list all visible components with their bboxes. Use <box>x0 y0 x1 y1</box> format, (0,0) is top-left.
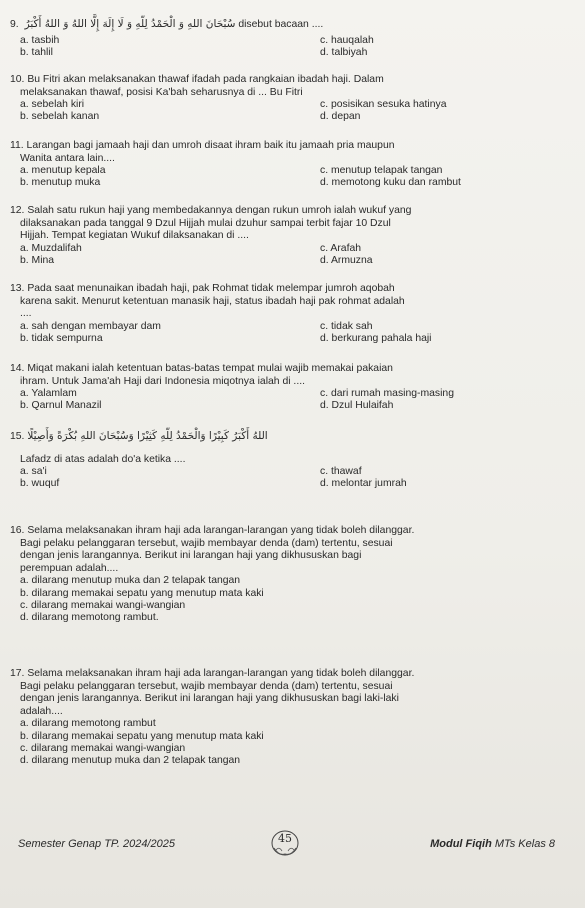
question-12-line-1: 12. Salah satu rukun haji yang membedakannya dengan rukun umroh ialah wukuf yang <box>10 205 412 216</box>
page-number-badge <box>269 828 301 858</box>
option-b: b. Qarnul Manazil <box>20 400 102 412</box>
option-b: b. menutup muka <box>20 177 101 189</box>
question-17 <box>10 668 572 767</box>
option-c: c. dilarang memakai wangi-wangian <box>20 742 186 754</box>
option-a: a. Muzdalifah <box>20 242 82 254</box>
option-d: d. Dzul Hulaifah <box>320 400 394 412</box>
question-17-line-1: 17. Selama melaksanakan ihram haji ada larangan-larangan yang tidak boleh dilanggar. <box>10 668 415 679</box>
question-9-suffix: disebut bacaan .... <box>238 19 324 30</box>
footer-module <box>430 838 555 850</box>
question-12-options <box>10 243 572 267</box>
option-c: c. thawaf <box>320 466 362 478</box>
question-16-line-1: 16. Selama melaksanakan ihram haji ada larangan-larangan yang tidak boleh dilanggar. <box>10 525 415 536</box>
question-17-line-2: Bagi pelaku pelanggaran tersebut, wajib membayar denda (dam) tertentu, sesuai <box>20 680 393 692</box>
question-16-line-3: dengan jenis larangannya. Berikut ini larangan haji yang dikhususkan bagi <box>20 550 362 562</box>
option-a: a. sah dengan membayar dam <box>20 320 161 332</box>
option-a: a. dilarang memotong rambut <box>20 718 156 730</box>
question-14-options <box>10 388 572 412</box>
option-a: a. tasbih <box>20 34 60 46</box>
footer-semester: Semester Genap TP. 2024/2025 <box>18 838 175 850</box>
option-b: b. Mina <box>20 254 55 266</box>
option-d: d. melontar jumrah <box>320 478 407 490</box>
option-c: c. dari rumah masing-masing <box>320 388 454 400</box>
question-16 <box>10 525 572 624</box>
question-11-options <box>10 165 572 189</box>
option-a: a. Yalamlam <box>20 388 77 400</box>
question-10-line-2: melaksanakan thawaf, posisi Ka'bah seharusnya di ... Bu Fitri <box>20 86 303 98</box>
option-c: c. posisikan sesuka hatinya <box>320 99 447 111</box>
question-12-line-3: Hijjah. Tempat kegiatan Wukuf dilaksanakan di .... <box>20 230 249 242</box>
question-16-line-4: perempuan adalah.... <box>20 562 119 574</box>
question-13-line-1: 13. Pada saat menunaikan ibadah haji, pak Rohmat tidak melempar jumroh aqobah <box>10 283 395 294</box>
question-9-options <box>10 35 572 59</box>
question-17-line-4: adalah.... <box>20 705 63 717</box>
footer-module-subject: Modul Fiqih <box>430 838 492 850</box>
question-13-line-2: karena sakit. Menurut ketentuan manasik haji, status ibadah haji pak rohmat adalah <box>20 295 405 307</box>
question-10 <box>10 74 572 124</box>
question-15-options <box>10 466 572 490</box>
option-d: d. depan <box>320 111 361 123</box>
question-9-arabic-text: سُبْحَانَ اللهِ وَ الْحَمْدُ لِلّهِ وَ لَا إِلَهَ إِلَّا اللهُ وَ اللهُ أَكْبَرُ <box>24 18 236 30</box>
option-b: b. tidak sempurna <box>20 332 103 344</box>
question-14-line-2: ihram. Untuk Jama'ah Haji dari Indonesia miqotnya ialah di .... <box>20 375 305 387</box>
option-c: c. Arafah <box>320 242 362 254</box>
question-14-line-1: 14. Miqat makani ialah ketentuan batas-batas tempat mulai wajib memakai pakaian <box>10 363 393 374</box>
question-10-options <box>10 99 572 123</box>
question-14 <box>10 363 572 413</box>
option-c: c. tidak sah <box>320 320 373 332</box>
question-15-number: 15. <box>10 431 25 442</box>
question-15-arabic-text: اللهُ أَكْبَرُ كَبِيْرًا وَالْحَمْدُ لِلّهِ كَثِيْرًا وَسُبْحَانَ اللهِ بُكْرَةً وَأَصِيْلًا <box>27 430 268 442</box>
option-c: c. menutup telapak tangan <box>320 165 443 177</box>
question-12 <box>10 205 572 267</box>
option-b: b. wuquf <box>20 478 60 490</box>
page-number: 45 <box>278 832 292 845</box>
option-a: a. sebelah kiri <box>20 99 85 111</box>
footer-module-class: MTs Kelas 8 <box>491 838 555 850</box>
question-11-line-2: Wanita antara lain.... <box>20 152 115 164</box>
question-12-line-2: dilaksanakan pada tanggal 9 Dzul Hijjah mulai dzuhur sampai terbit fajar 10 Dzul <box>20 217 391 229</box>
option-d: d. berkurang pahala haji <box>320 332 432 344</box>
page-footer <box>0 828 585 858</box>
option-d: d. talbiyah <box>320 46 368 58</box>
question-17-line-3: dengan jenis larangannya. Berikut ini larangan haji yang dikhususkan bagi laki-laki <box>20 693 399 705</box>
option-c: c. dilarang memakai wangi-wangian <box>20 599 186 611</box>
option-d: d. Armuzna <box>320 254 373 266</box>
option-b: b. sebelah kanan <box>20 111 100 123</box>
question-9-stem <box>10 18 572 32</box>
question-11 <box>10 140 572 190</box>
question-15-stem <box>10 430 572 444</box>
option-c: c. hauqalah <box>320 34 374 46</box>
question-10-line-1: 10. Bu Fitri akan melaksanakan thawaf ifadah pada rangkaian ibadah haji. Dalam <box>10 74 384 85</box>
question-11-line-1: 11. Larangan bagi jamaah haji dan umroh disaat ihram baik itu jamaah pria maupun <box>10 140 395 151</box>
option-a: a. sa'i <box>20 466 47 478</box>
question-15-line-2: Lafadz di atas adalah do'a ketika .... <box>20 453 186 465</box>
question-13 <box>10 283 572 345</box>
option-a: a. dilarang menutup muka dan 2 telapak tangan <box>20 575 241 587</box>
question-9 <box>10 18 572 59</box>
option-d: d. dilarang menutup muka dan 2 telapak tangan <box>20 754 241 766</box>
question-13-options <box>10 321 572 345</box>
question-13-line-3: .... <box>20 308 32 320</box>
question-15 <box>10 430 572 491</box>
question-16-line-2: Bagi pelaku pelanggaran tersebut, wajib membayar denda (dam) tertentu, sesuai <box>20 537 393 549</box>
option-b: b. dilarang memakai sepatu yang menutup mata kaki <box>20 730 264 742</box>
option-b: b. tahlil <box>20 46 53 58</box>
option-d: d. memotong kuku dan rambut <box>320 177 461 189</box>
option-d: d. dilarang memotong rambut. <box>20 611 159 623</box>
question-9-number: 9. <box>10 19 19 30</box>
option-b: b. dilarang memakai sepatu yang menutup mata kaki <box>20 587 264 599</box>
option-a: a. menutup kepala <box>20 165 106 177</box>
